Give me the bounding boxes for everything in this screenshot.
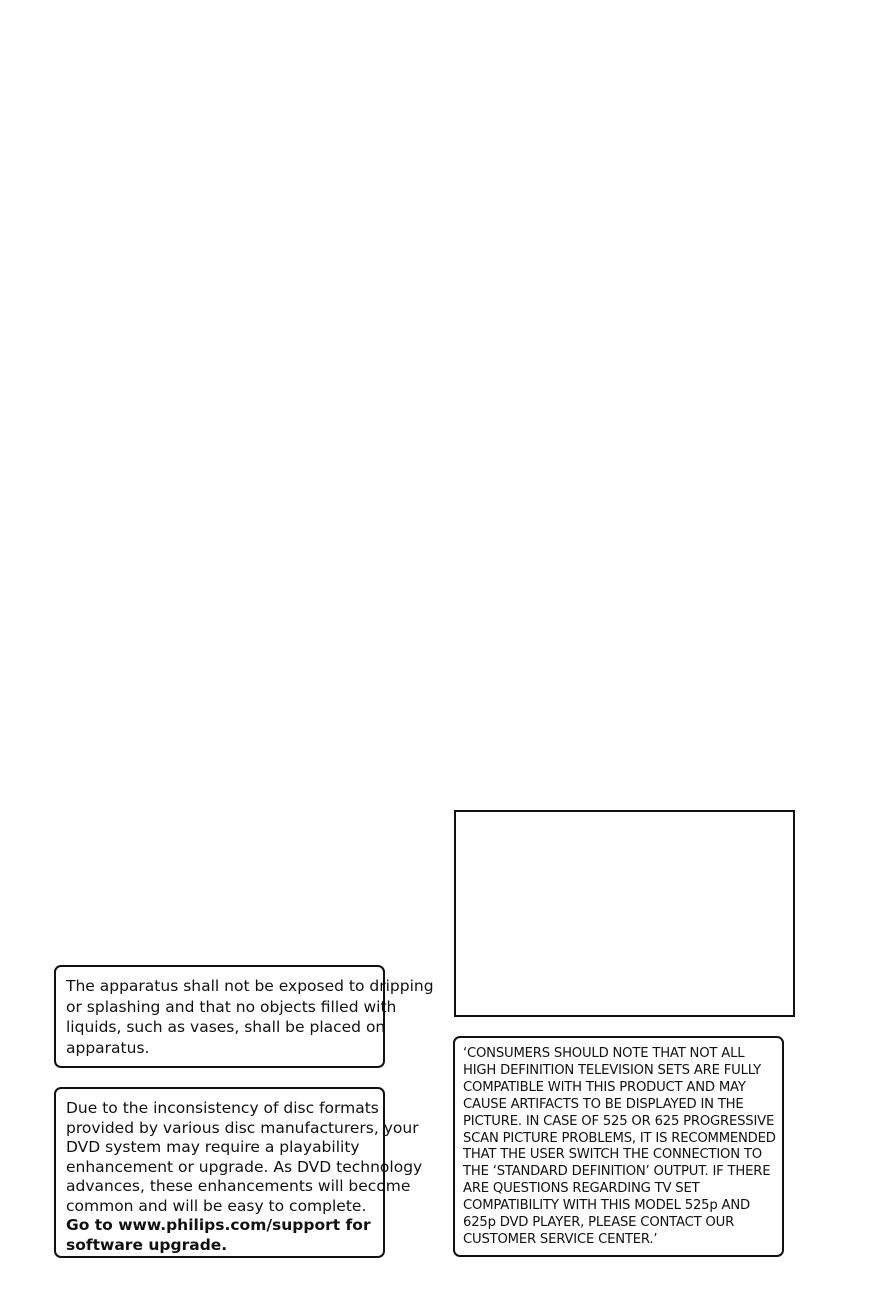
software-upgrade-instruction: software upgrade. <box>66 1235 228 1254</box>
dripping-warning-line: liquids, such as vases, shall be placed on <box>66 1018 386 1036</box>
empty-notice-frame <box>454 810 795 1017</box>
disc-notice-line: DVD system may require a playability <box>66 1138 360 1156</box>
hdtv-notice-line: 625p DVD PLAYER, PLEASE CONTACT OUR <box>463 1215 735 1231</box>
disc-format-notice-box <box>54 1087 423 1258</box>
hdtv-notice-line: COMPATIBILITY WITH THIS MODEL 525p AND <box>463 1198 750 1214</box>
dripping-warning-line: The apparatus shall not be exposed to dripping <box>66 977 434 995</box>
hdtv-notice-line: HIGH DEFINITION TELEVISION SETS ARE FULLY <box>463 1062 761 1078</box>
hdtv-notice-line: THE ‘STANDARD DEFINITION’ OUTPUT. IF THERE <box>463 1164 771 1180</box>
dripping-warning-line: or splashing and that no objects filled with <box>66 997 397 1016</box>
hdtv-notice-line: ‘CONSUMERS SHOULD NOTE THAT NOT ALL <box>463 1046 745 1061</box>
hdtv-notice-line: SCAN PICTURE PROBLEMS, IT IS RECOMMENDED <box>463 1130 776 1146</box>
hdtv-notice-line: THAT THE USER SWITCH THE CONNECTION TO <box>463 1147 762 1163</box>
dripping-warning-line: apparatus. <box>66 1038 150 1057</box>
hdtv-notice-line: PICTURE. IN CASE OF 525 OR 625 PROGRESSIVE <box>463 1113 775 1129</box>
disc-notice-line: common and will be easy to complete. <box>66 1196 367 1215</box>
disc-notice-line: provided by various disc manufacturers, your <box>66 1118 419 1137</box>
software-upgrade-instruction: Go to www.philips.com/support for <box>66 1216 371 1234</box>
hdtv-notice-line: COMPATIBLE WITH THIS PRODUCT AND MAY <box>463 1079 746 1095</box>
hdtv-notice-line: CUSTOMER SERVICE CENTER.’ <box>463 1231 658 1247</box>
disc-notice-line: enhancement or upgrade. As DVD technology <box>66 1157 423 1176</box>
hdtv-notice-line: ARE QUESTIONS REGARDING TV SET <box>463 1181 700 1197</box>
dripping-warning-box <box>54 965 434 1068</box>
hdtv-compatibility-notice-box <box>453 1036 784 1257</box>
disc-notice-line: advances, these enhancements will become <box>66 1177 411 1195</box>
hdtv-notice-line: CAUSE ARTIFACTS TO BE DISPLAYED IN THE <box>463 1096 744 1112</box>
disc-notice-line: Due to the inconsistency of disc formats <box>66 1099 379 1117</box>
